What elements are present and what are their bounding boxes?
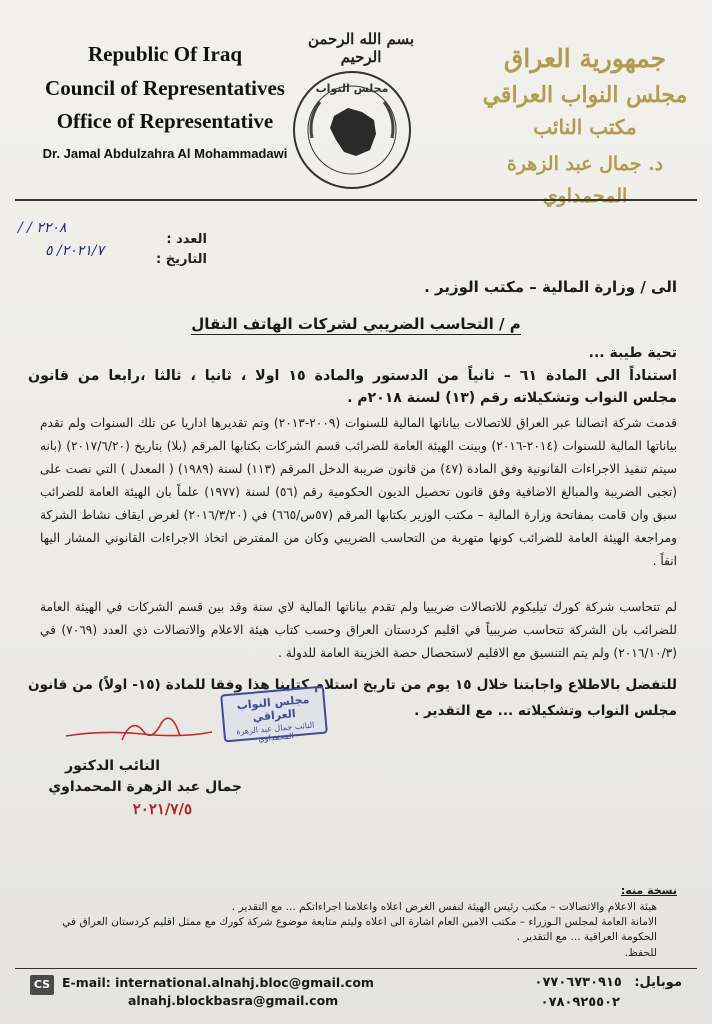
mobile-label: موبايل: — [634, 975, 682, 990]
greeting: تحية طيبة ... — [588, 345, 677, 361]
bismillah: بسم الله الرحمن الرحيم — [307, 30, 415, 66]
email-2: alnahj.blockbasra@gmail.com — [128, 993, 339, 1008]
footer-mobile-line-1 — [535, 975, 682, 990]
header-ar-representative-name: د. جمال عبد الزهرة المحمداوي — [506, 153, 664, 207]
mobile-2: ٠٧٨٠٩٢٥٥٠٢ — [540, 995, 620, 1010]
footer-divider — [15, 968, 697, 969]
closing-line-2: مجلس النواب وتشكيلاته ... مع التقدير . — [414, 703, 677, 719]
mobile-1: ٠٧٧٠٦٧٣٠٩١٥ — [534, 975, 622, 990]
email-label: E-mail: — [62, 975, 111, 990]
number-label: العدد : — [166, 232, 207, 247]
header-divider — [15, 199, 697, 201]
header-ar-country: جمهورية العراق — [503, 44, 667, 73]
signature-title: النائب الدكتور — [65, 758, 160, 774]
copy-item-1: هيئة الاعلام والاتصالات – مكتب رئيس الهيئة لنفس الغرض اعلاه واعلامنا اجراءاتكم ... مع التقدير . — [231, 901, 657, 913]
date-label: التاريخ : — [156, 252, 207, 267]
footer-email-line-1 — [62, 975, 374, 990]
header-arabic — [480, 40, 690, 212]
signature-date: ٢٠٢١/٧/٥ — [132, 800, 192, 818]
emblem-label: مجلس النواب — [315, 82, 389, 95]
paragraph-1: قدمت شركة اتصالنا عبر العراق للاتصالات بياناتها المالية للسنوات (٢٠٠٩-٢٠١٣) وتم تقديرها اداريا عن تلك السنوات ولم تقدم بياناتها المالية للسنوات (٢٠١٤-٢٠١٦) وبينت الهيئة العامة للضرائب قسم الشركات بكتابها المرقم (بلا) بتاريخ (٢٠١٧/٦/٢٠) (بانه سيتم تنفيذ الاجراءات القانونية وفق المادة (٤٧) من قانون ضريبة الدخل المرقم (١١٣) لسنة (١٩٨٩) ( المعدل ) التي نصت على (تجبى الضريبة والمبالغ الاضافية وفق قانون تحصيل الديون الحكومية رقم (٥٦) لسنة (١٩٧٧) علماً بان الهيئة العامة للضرائب سبق وان قامت بمفاتحة وزارة المالية – مكتب الوزير بكتابها المرقم (٥٧س/٦٦٥) في (٢٠١٦/٣/٢٠) لغرض ايقاف نشاط الشركة ومراجعة الهيئة العامة للضرائب كونها متهربة من التحاسب الضريبي وكان من المفترض اتخاذ الاجراءات القانوني المشار اليها انفاً . — [40, 416, 677, 568]
camscanner-badge: CS — [30, 975, 54, 995]
stamp-line-2: النائب جمال عبد الزهرة المحمداوي — [235, 720, 315, 744]
addressee: الى / وزارة المالية – مكتب الوزير . — [424, 278, 677, 296]
council-emblem-icon — [290, 68, 415, 193]
header-ar-office: مكتب النائب — [533, 115, 637, 139]
email-1: international.alnahj.bloc@gmail.com — [115, 975, 374, 990]
header-office: Office of Representative — [56, 109, 274, 133]
copy-item-2: الامانة العامة لمجلس الـوزراء – مكتب الامين العام اشارة الى اعلاه وليتم متابعة موضوع شركة كورك مع ممثل اقليم كردستان العراق في الحكومة العراقية ... مع التقدير . — [62, 916, 657, 943]
header-english — [40, 40, 290, 164]
intro-line-1: استناداً الى المادة ٦١ – ثانياً من الدستور والمادة ١٥ اولا ، ثانيا ، ثالثا ،رابعا من قانون — [28, 368, 678, 384]
copies-label: نسخة منه: — [620, 884, 677, 897]
header-representative-name: Dr. Jamal Abdulzahra Al Mohammadawi — [42, 146, 288, 161]
official-stamp — [220, 686, 328, 743]
header-council: Council of Representatives — [45, 76, 285, 100]
date-value: ٢٠٢١/٧/ ٥ — [45, 243, 105, 259]
handwritten-signature — [62, 712, 232, 752]
closing-line-1: للتفضل بالاطلاع واجابتنا خلال ١٥ يوم من تاريخ استلام كتابنا هذا وفقا للمادة (١٥- اولاً) من قانون — [28, 677, 678, 693]
header-ar-council: مجلس النواب العراقي — [482, 82, 688, 108]
subject-text: م / التحاسب الضريبي لشركات الهاتف النقال — [191, 315, 521, 333]
number-value: ٢٢٠٨ / / — [18, 220, 67, 236]
subject — [0, 315, 712, 333]
paragraph-2: لم تتحاسب شركة كورك تيليكوم للاتصالات ضريبيا ولم تقدم بياناتها المالية لاي سنة وقد بين قسم الشركات في الهيئة العامة للضرائب بان الشركة تتحاسب ضريبياً في اقليم كردستان العراق وحسب كتاب هيئة الاعلام والاتصالات ذي العدد (٧٠٦٩) في (٢٠١٦/١٠/٣) ولم يتم التنسيق مع الاقليم لاستحصال حصة الخزينة العامة للدولة . — [40, 600, 677, 660]
signature-name: جمال عبد الزهرة المحمداوي — [48, 779, 242, 795]
header-country: Republic Of Iraq — [87, 42, 242, 66]
intro-line-2: مجلس النواب وتشكيلاته رقم (١٣) لسنة ٢٠١٨م . — [347, 390, 677, 406]
copy-item-3: للحفظ. — [624, 947, 657, 959]
stamp-line-1: مجلس النواب العراقي — [236, 692, 310, 724]
